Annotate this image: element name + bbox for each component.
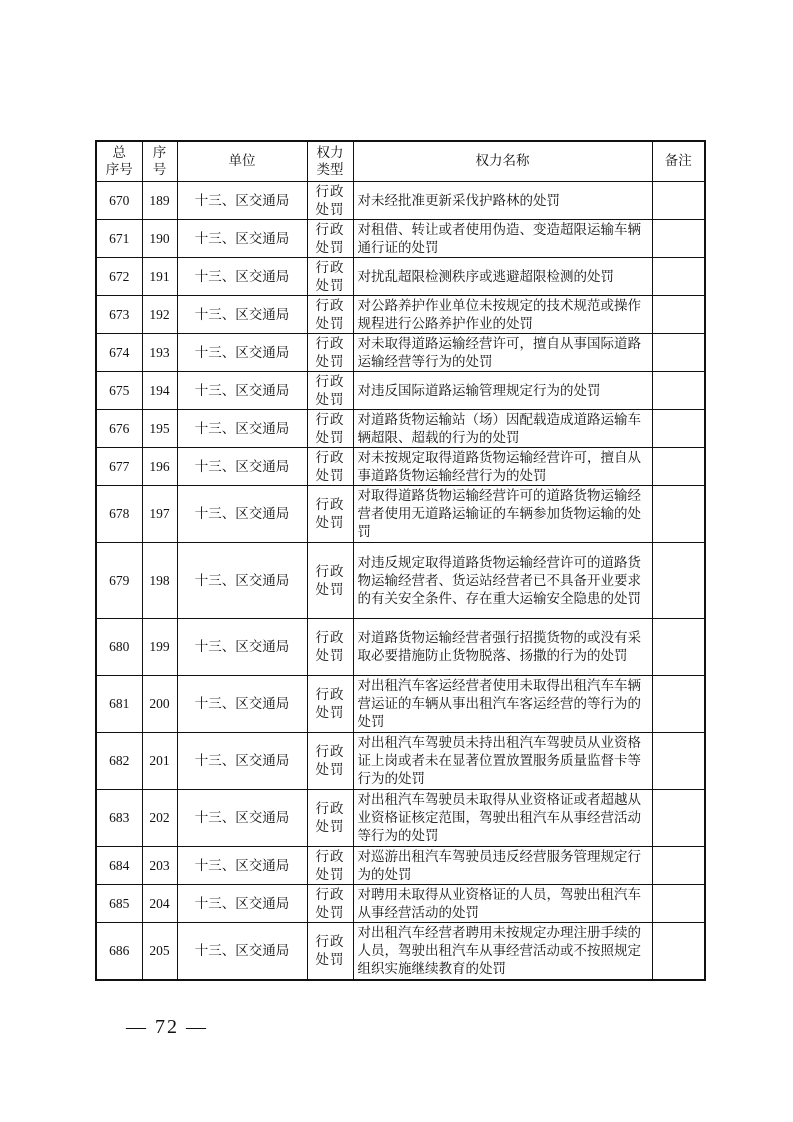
unit-cell: 十三、区交通局 <box>177 258 307 296</box>
power-type-cell: 行政 处罚 <box>307 448 353 486</box>
power-name-cell: 对出租汽车驾驶员未取得从业资格证或者超越从业资格证核定范围，驾驶出租汽车从事经营活动等行为的处罚 <box>353 790 652 847</box>
remarks-cell <box>652 486 705 543</box>
total-number-cell: 682 <box>96 733 142 790</box>
unit-cell: 十三、区交通局 <box>177 448 307 486</box>
total-number-cell: 681 <box>96 676 142 733</box>
unit-cell: 十三、区交通局 <box>177 372 307 410</box>
table-row <box>96 410 705 448</box>
power-name-cell: 对取得道路货物运输经营许可的道路货物运输经营者使用无道路运输证的车辆参加货物运输的处罚 <box>353 486 652 543</box>
power-name-cell: 对出租汽车客运经营者使用未取得出租汽车车辆营运证的车辆从事出租汽车客运经营的等行为的处罚 <box>353 676 652 733</box>
power-name-cell: 对出租汽车经营者聘用未按规定办理注册手续的人员，驾驶出租汽车从事经营活动或不按照规定组织实施继续教育的处罚 <box>353 923 652 980</box>
remarks-cell <box>652 372 705 410</box>
power-name-cell: 对未取得道路运输经营许可，擅自从事国际道路运输经营等行为的处罚 <box>353 334 652 372</box>
total-number-cell: 679 <box>96 543 142 619</box>
sequence-number-cell: 205 <box>142 923 177 980</box>
power-type-cell: 行政 处罚 <box>307 220 353 258</box>
total-number-cell: 685 <box>96 885 142 923</box>
table-row <box>96 790 705 847</box>
total-number-cell: 670 <box>96 182 142 220</box>
power-type-cell: 行政 处罚 <box>307 923 353 980</box>
power-name-cell: 对出租汽车驾驶员未持出租汽车驾驶员从业资格证上岗或者未在显著位置放置服务质量监督卡等行为的处罚 <box>353 733 652 790</box>
power-name-cell: 对道路货物运输经营者强行招揽货物的或没有采取必要措施防止货物脱落、扬撒的行为的处罚 <box>353 619 652 676</box>
remarks-cell <box>652 923 705 980</box>
sequence-number-cell: 196 <box>142 448 177 486</box>
header-total-number: 总 序号 <box>96 141 142 182</box>
table-header <box>96 141 705 182</box>
sequence-number-cell: 190 <box>142 220 177 258</box>
power-name-cell: 对未按规定取得道路货物运输经营许可，擅自从事道路货物运输经营行为的处罚 <box>353 448 652 486</box>
total-number-cell: 676 <box>96 410 142 448</box>
table-row <box>96 486 705 543</box>
remarks-cell <box>652 334 705 372</box>
sequence-number-cell: 195 <box>142 410 177 448</box>
sequence-number-cell: 191 <box>142 258 177 296</box>
total-number-cell: 678 <box>96 486 142 543</box>
power-type-cell: 行政 处罚 <box>307 790 353 847</box>
total-number-cell: 672 <box>96 258 142 296</box>
remarks-cell <box>652 182 705 220</box>
unit-cell: 十三、区交通局 <box>177 334 307 372</box>
sequence-number-cell: 192 <box>142 296 177 334</box>
sequence-number-cell: 194 <box>142 372 177 410</box>
unit-cell: 十三、区交通局 <box>177 619 307 676</box>
unit-cell: 十三、区交通局 <box>177 790 307 847</box>
total-number-cell: 674 <box>96 334 142 372</box>
power-type-cell: 行政 处罚 <box>307 410 353 448</box>
table-row <box>96 885 705 923</box>
unit-cell: 十三、区交通局 <box>177 486 307 543</box>
remarks-cell <box>652 619 705 676</box>
power-type-cell: 行政 处罚 <box>307 543 353 619</box>
table-row <box>96 676 705 733</box>
power-type-cell: 行政 处罚 <box>307 885 353 923</box>
remarks-cell <box>652 410 705 448</box>
unit-cell: 十三、区交通局 <box>177 733 307 790</box>
sequence-number-cell: 202 <box>142 790 177 847</box>
table-row <box>96 372 705 410</box>
power-type-cell: 行政 处罚 <box>307 847 353 885</box>
sequence-number-cell: 200 <box>142 676 177 733</box>
unit-cell: 十三、区交通局 <box>177 182 307 220</box>
header-power-type: 权力 类型 <box>307 141 353 182</box>
power-name-cell: 对聘用未取得从业资格证的人员，驾驶出租汽车从事经营活动的处罚 <box>353 885 652 923</box>
total-number-cell: 673 <box>96 296 142 334</box>
table-row <box>96 619 705 676</box>
table-row <box>96 220 705 258</box>
power-name-cell: 对未经批准更新采伐护路林的处罚 <box>353 182 652 220</box>
table-row <box>96 847 705 885</box>
table-body <box>96 182 705 980</box>
header-power-name: 权力名称 <box>353 141 652 182</box>
table-row <box>96 923 705 980</box>
power-name-cell: 对违反规定取得道路货物运输经营许可的道路货物运输经营者、货运站经营者已不具备开业要求的有关安全条件、存在重大运输安全隐患的处罚 <box>353 543 652 619</box>
power-type-cell: 行政 处罚 <box>307 334 353 372</box>
unit-cell: 十三、区交通局 <box>177 676 307 733</box>
total-number-cell: 686 <box>96 923 142 980</box>
unit-cell: 十三、区交通局 <box>177 847 307 885</box>
table-row <box>96 733 705 790</box>
table-row <box>96 296 705 334</box>
unit-cell: 十三、区交通局 <box>177 296 307 334</box>
total-number-cell: 680 <box>96 619 142 676</box>
page-number: — 72 — <box>126 1016 208 1038</box>
sequence-number-cell: 189 <box>142 182 177 220</box>
remarks-cell <box>652 296 705 334</box>
sequence-number-cell: 201 <box>142 733 177 790</box>
remarks-cell <box>652 220 705 258</box>
header-unit: 单位 <box>177 141 307 182</box>
unit-cell: 十三、区交通局 <box>177 923 307 980</box>
power-type-cell: 行政 处罚 <box>307 733 353 790</box>
remarks-cell <box>652 790 705 847</box>
power-type-cell: 行政 处罚 <box>307 619 353 676</box>
header-sequence-number: 序 号 <box>142 141 177 182</box>
header-remarks: 备注 <box>652 141 705 182</box>
sequence-number-cell: 199 <box>142 619 177 676</box>
power-type-cell: 行政 处罚 <box>307 676 353 733</box>
power-type-cell: 行政 处罚 <box>307 296 353 334</box>
power-type-cell: 行政 处罚 <box>307 258 353 296</box>
remarks-cell <box>652 885 705 923</box>
power-name-cell: 对违反国际道路运输管理规定行为的处罚 <box>353 372 652 410</box>
total-number-cell: 684 <box>96 847 142 885</box>
remarks-cell <box>652 847 705 885</box>
total-number-cell: 675 <box>96 372 142 410</box>
power-type-cell: 行政 处罚 <box>307 182 353 220</box>
remarks-cell <box>652 258 705 296</box>
sequence-number-cell: 198 <box>142 543 177 619</box>
power-type-cell: 行政 处罚 <box>307 486 353 543</box>
remarks-cell <box>652 543 705 619</box>
total-number-cell: 671 <box>96 220 142 258</box>
unit-cell: 十三、区交通局 <box>177 410 307 448</box>
power-type-cell: 行政 处罚 <box>307 372 353 410</box>
sequence-number-cell: 203 <box>142 847 177 885</box>
table-row <box>96 543 705 619</box>
total-number-cell: 677 <box>96 448 142 486</box>
power-name-cell: 对扰乱超限检测秩序或逃避超限检测的处罚 <box>353 258 652 296</box>
power-name-cell: 对道路货物运输站（场）因配载造成道路运输车辆超限、超载的行为的处罚 <box>353 410 652 448</box>
sequence-number-cell: 193 <box>142 334 177 372</box>
table-row <box>96 334 705 372</box>
power-name-cell: 对公路养护作业单位未按规定的技术规范或操作规程进行公路养护作业的处罚 <box>353 296 652 334</box>
table-row <box>96 182 705 220</box>
administrative-power-table <box>95 140 706 981</box>
remarks-cell <box>652 733 705 790</box>
unit-cell: 十三、区交通局 <box>177 885 307 923</box>
table-row <box>96 448 705 486</box>
sequence-number-cell: 204 <box>142 885 177 923</box>
total-number-cell: 683 <box>96 790 142 847</box>
remarks-cell <box>652 676 705 733</box>
power-name-cell: 对巡游出租汽车驾驶员违反经营服务管理规定行为的处罚 <box>353 847 652 885</box>
unit-cell: 十三、区交通局 <box>177 220 307 258</box>
unit-cell: 十三、区交通局 <box>177 543 307 619</box>
remarks-cell <box>652 448 705 486</box>
table-row <box>96 258 705 296</box>
power-name-cell: 对租借、转让或者使用伪造、变造超限运输车辆通行证的处罚 <box>353 220 652 258</box>
sequence-number-cell: 197 <box>142 486 177 543</box>
